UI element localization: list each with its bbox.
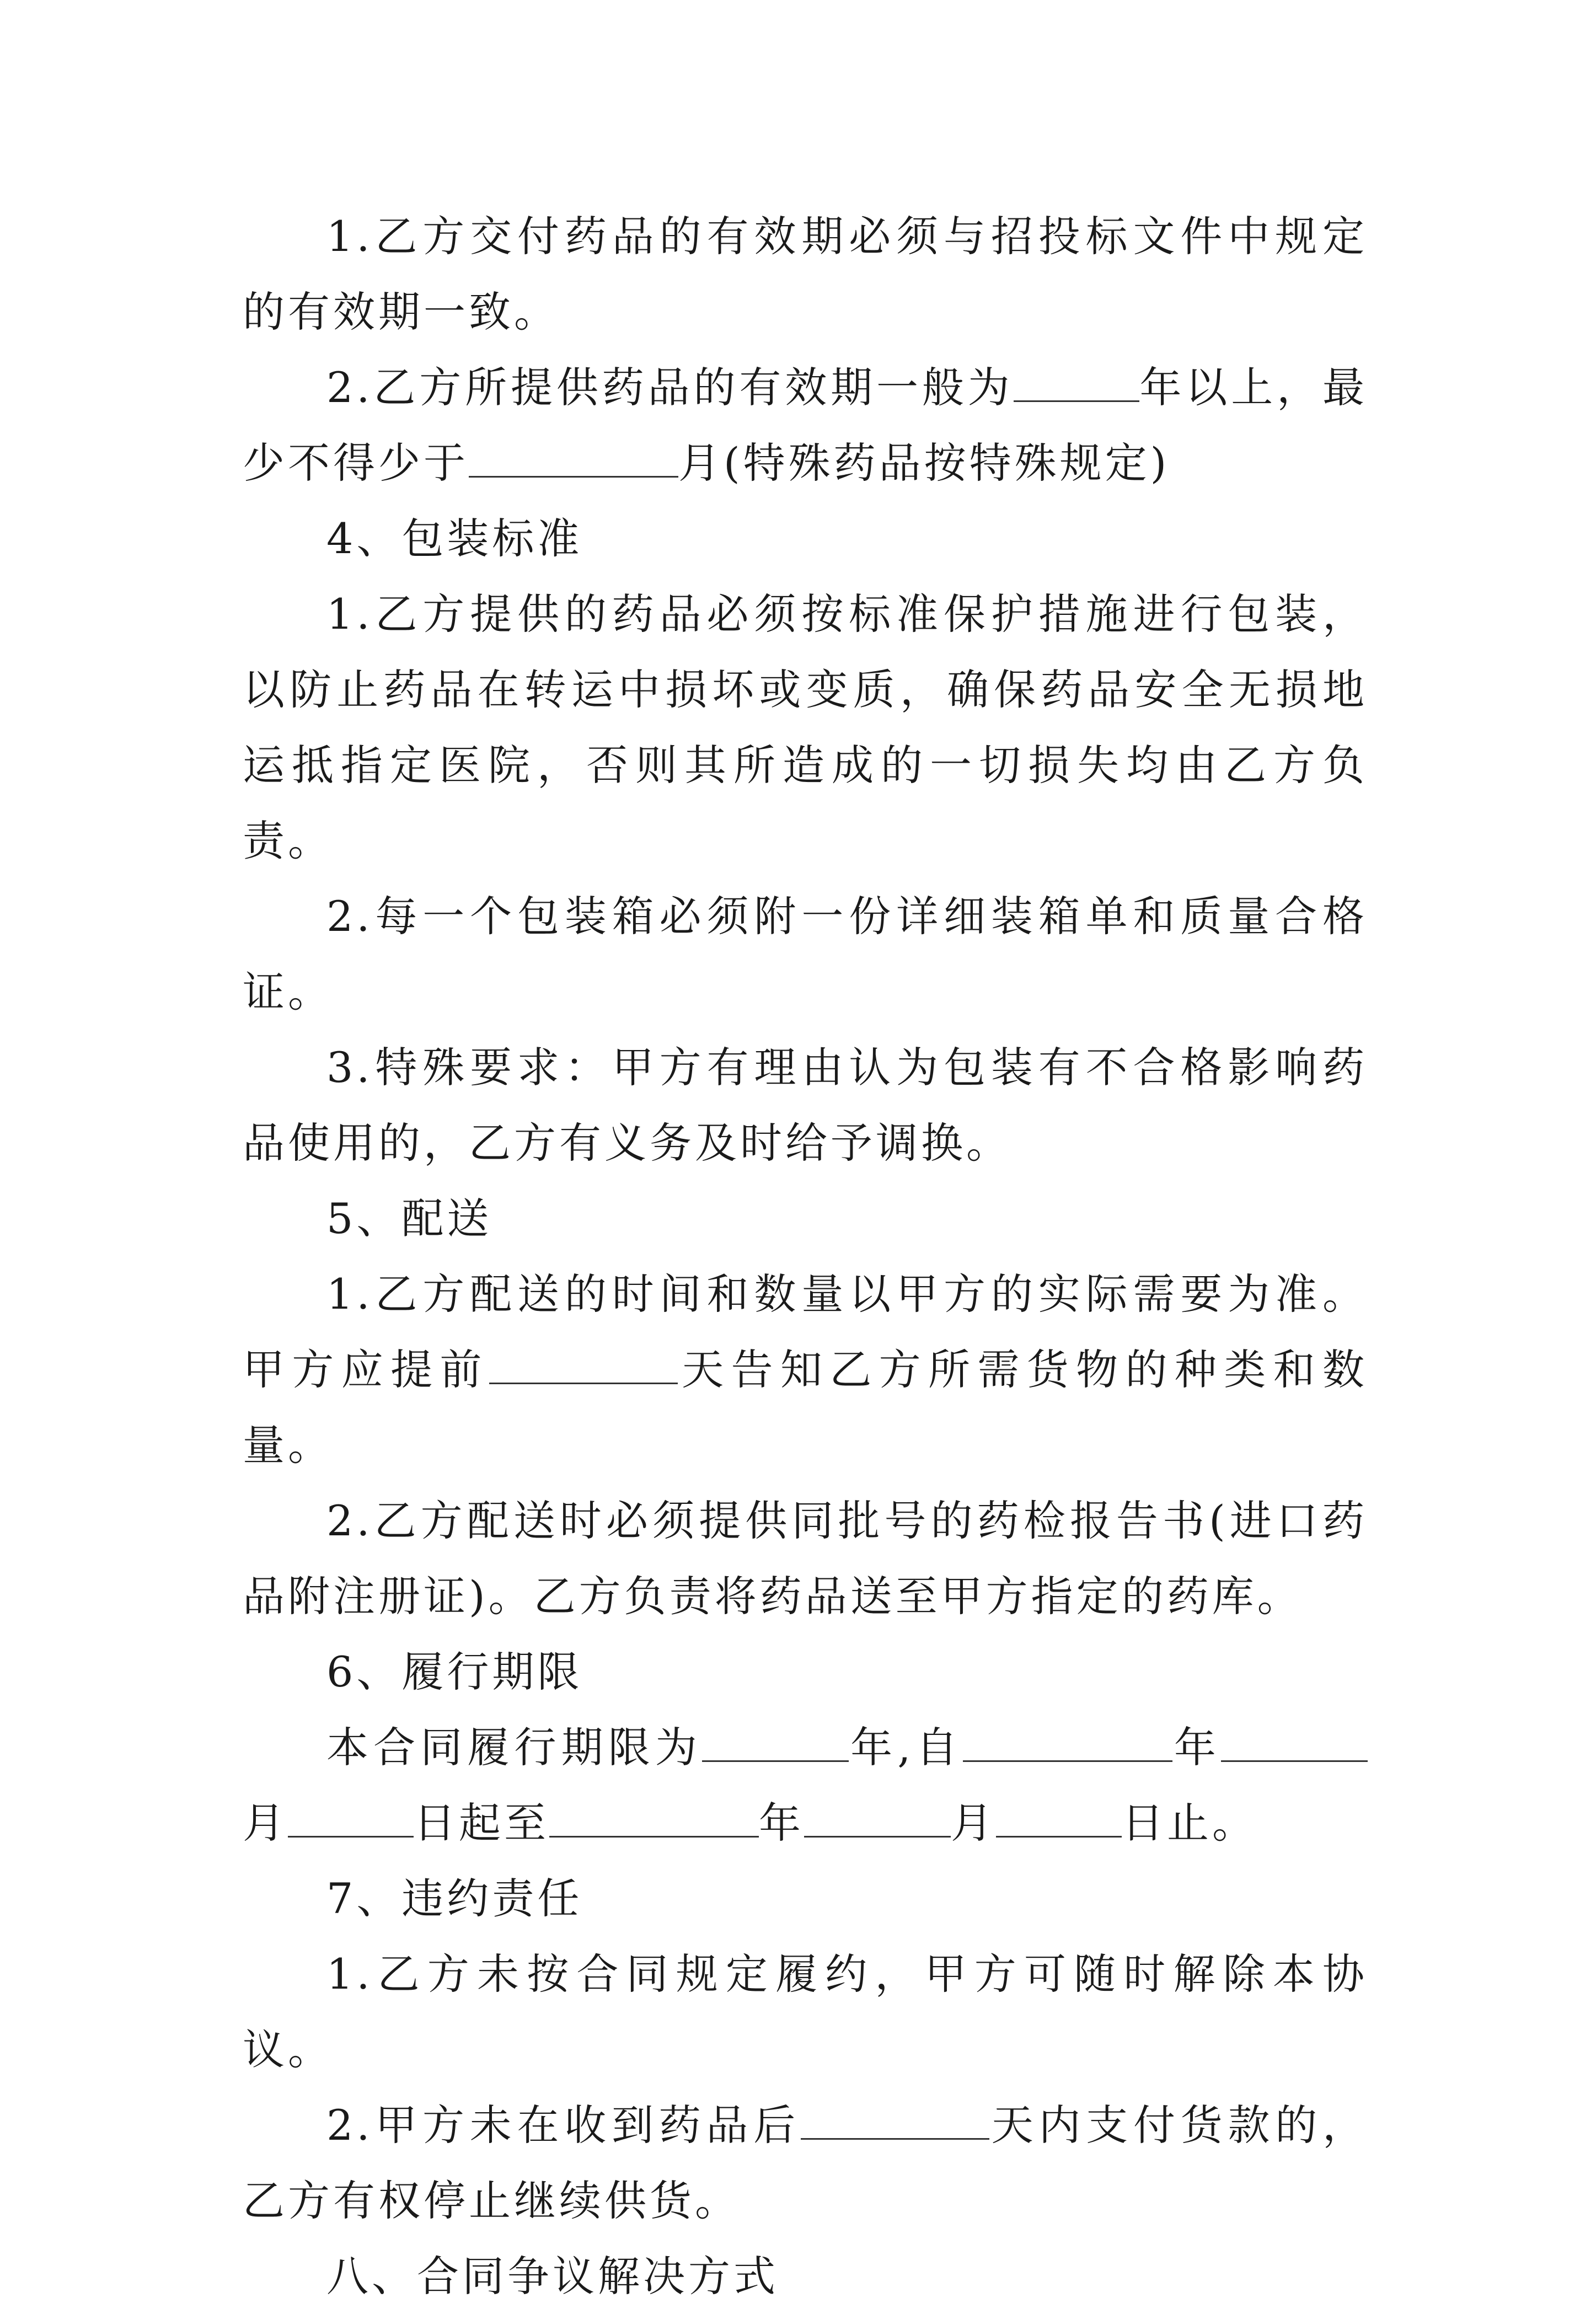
blank-start-day[interactable] (288, 1803, 414, 1838)
heading-text: 7、违约责任 (326, 1874, 583, 1923)
clause-text: 月 (951, 1798, 996, 1847)
section-heading-breach (243, 1861, 1368, 1936)
clause-text: 年 (759, 1798, 804, 1847)
clause-packing-list (243, 879, 1368, 1030)
blank-end-day[interactable] (996, 1803, 1122, 1838)
section-heading-delivery (243, 1181, 1368, 1256)
blank-start-month[interactable] (1221, 1727, 1368, 1762)
clause-term-period (243, 1710, 1368, 1861)
clause-text: 2.乙方配送时必须提供同批号的药检报告书(进口药品附注册证)。乙方负责将药品送至甲方指定的药库。 (243, 1496, 1368, 1621)
blank-end-month[interactable] (804, 1803, 951, 1838)
clause-text: 1.乙方配送的时间和数量以甲方的实际需要为准。甲方应提前 (243, 1270, 1368, 1394)
clause-text: 本合同履行期限为 (326, 1723, 703, 1772)
blank-end-year[interactable] (549, 1803, 759, 1838)
clause-text: 日起至 (414, 1798, 549, 1847)
clause-text: 1.乙方未按合同规定履约，甲方可随时解除本协议。 (243, 1949, 1368, 2074)
blank-start-year[interactable] (963, 1727, 1172, 1762)
blank-notice-days[interactable] (489, 1349, 678, 1384)
clause-text: 1.乙方提供的药品必须按标准保护措施进行包装，以防止药品在转运中损坏或变质，确保药品安全无损地运抵指定医院，否则其所造成的一切损失均由乙方负责。 (243, 590, 1368, 865)
clause-validity-consistency (243, 199, 1368, 350)
clause-text: 2.每一个包装箱必须附一份详细装箱单和质量合格证。 (243, 892, 1368, 1016)
clause-text: 月(特殊药品按特殊规定) (678, 438, 1170, 488)
heading-text: 5、配送 (326, 1194, 492, 1243)
clause-text: 天告知乙方所需货物的种类和数量。 (243, 1345, 1368, 1470)
clause-text: 天内支付货款的，乙方有权停止继续供货。 (243, 2101, 1368, 2225)
clause-text: 1.乙方交付药品的有效期必须与招投标文件中规定的有效期一致。 (243, 212, 1368, 336)
document-body (243, 199, 1368, 2314)
blank-payment-days[interactable] (801, 2105, 989, 2140)
clause-delivery-time (243, 1256, 1368, 1483)
clause-text: 3.特殊要求：甲方有理由认为包装有不合格影响药品使用的，乙方有义务及时给予调换。 (243, 1043, 1368, 1167)
blank-months[interactable] (469, 443, 678, 478)
clause-validity-period (243, 350, 1368, 501)
heading-text: 6、履行期限 (326, 1647, 583, 1696)
clause-payment-default (243, 2087, 1368, 2238)
blank-term-years[interactable] (702, 1727, 849, 1762)
clause-text: 年以上，最少不得少于 (243, 363, 1368, 488)
clause-text: 年 (1172, 1723, 1221, 1772)
clause-text: 2.乙方所提供药品的有效期一般为 (326, 363, 1014, 412)
clause-text: 2.甲方未在收到药品后 (326, 2101, 801, 2150)
heading-text: 八、合同争议解决方式 (326, 2252, 779, 2301)
section-heading-term (243, 1634, 1368, 1710)
blank-years[interactable] (1014, 367, 1139, 402)
clause-text: 月 (243, 1798, 288, 1847)
heading-text: 4、包装标准 (326, 514, 583, 563)
section-heading-dispute (243, 2238, 1368, 2314)
clause-special-requirements (243, 1030, 1368, 1181)
clause-inspection-report (243, 1483, 1368, 1634)
clause-text: 日止。 (1122, 1798, 1257, 1847)
clause-text: 年,自 (849, 1723, 963, 1772)
clause-breach-termination (243, 1936, 1368, 2087)
clause-packaging-protection (243, 576, 1368, 879)
section-heading-packaging (243, 501, 1368, 576)
